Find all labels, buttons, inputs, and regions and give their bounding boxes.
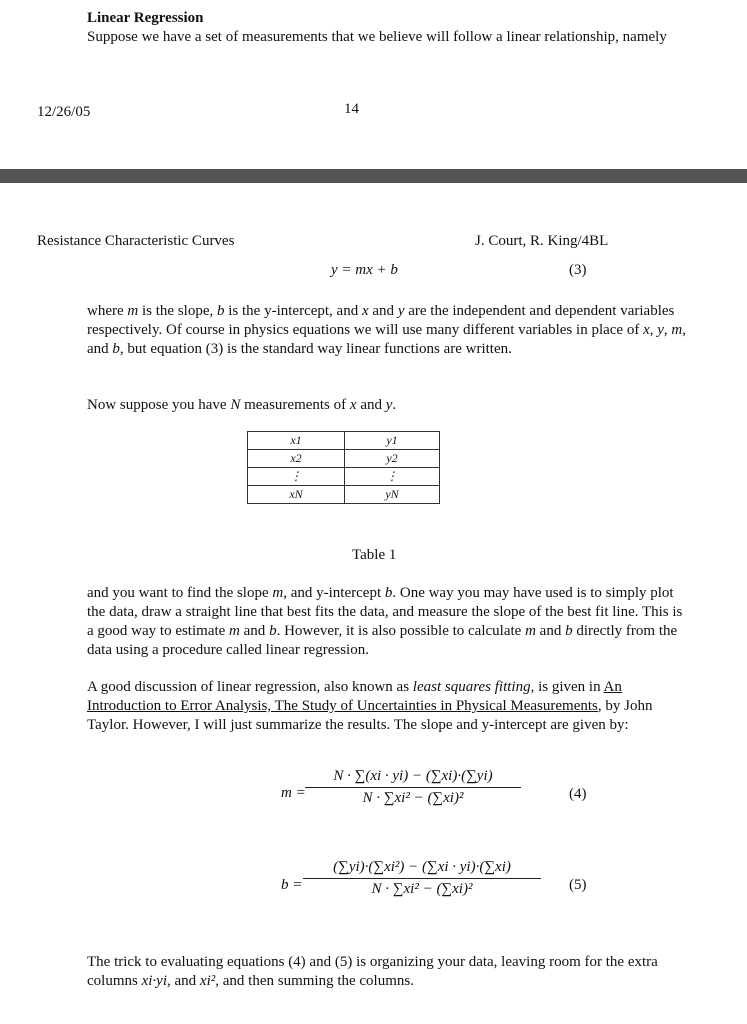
table-cell: x1 (248, 432, 345, 450)
measurement-table (247, 431, 440, 504)
table-row (248, 486, 440, 504)
equation-5-numerator: (∑yi)·(∑xi²) − (∑xi · yi)·(∑xi) (303, 859, 541, 879)
page-number: 14 (344, 101, 359, 117)
table-row (248, 450, 440, 468)
equation-3: y = mx + b (331, 262, 398, 278)
running-header-title: Resistance Characteristic Curves (37, 233, 235, 249)
paragraph-measurements: Now suppose you have N measurements of x and y. (87, 397, 397, 413)
equation-4-number: (4) (569, 786, 587, 802)
intro-paragraph: Suppose we have a set of measurements that we believe will follow a linear relationship, namely (87, 29, 667, 45)
equation-5-number: (5) (569, 877, 587, 893)
table-cell: yN (345, 486, 440, 504)
table-cell: ⋮ (345, 468, 440, 486)
table-cell: ⋮ (248, 468, 345, 486)
equation-4-numerator: N · ∑(xi · yi) − (∑xi)·(∑yi) (305, 768, 521, 788)
table-cell: y1 (345, 432, 440, 450)
book-reference-link[interactable]: An Introduction to Error Analysis, The Study of Uncertainties in Physical Measurements (87, 679, 622, 714)
table-row (248, 468, 440, 486)
page-divider (0, 169, 747, 183)
running-header-authors: J. Court, R. King/4BL (475, 233, 609, 249)
paragraph-slope-intercept: and you want to find the slope m, and y-intercept b. One way you may have used is to simply plot the data, draw a straight line that best fits the data, and measure the slope of the best fit line. This is a good way to estimate m and b. However, it is also possible to calculate m and b directly from the data using a procedure called linear regression. (87, 585, 683, 658)
table-cell: x2 (248, 450, 345, 468)
equation-5-denominator: N · ∑xi² − (∑xi)² (371, 881, 473, 897)
section-title: Linear Regression (87, 10, 204, 26)
equation-5-lhs: b = (281, 877, 303, 893)
equation-5 (303, 859, 541, 898)
equation-4-denominator: N · ∑xi² − (∑xi)² (362, 790, 464, 806)
paragraph-references: A good discussion of linear regression, also known as least squares fitting, is given in An Introduction to Error Analysis, The Study of Uncertainties in Physical Measurements, by John Taylor. However, I will just summarize the results. The slope and y-intercept are given by: (87, 679, 653, 733)
equation-4-lhs: m = (281, 785, 306, 801)
equation-4 (305, 768, 521, 807)
paragraph-variables: where m is the slope, b is the y-intercept, and x and y are the independent and dependent variables respectively. Of course in physics equations we will use many different variables in place of x, y, m, and b, but equation (3) is the standard way linear functions are written. (87, 303, 687, 357)
table-caption: Table 1 (352, 547, 397, 563)
paragraph-summing-columns: The trick to evaluating equations (4) and (5) is organizing your data, leaving room for the extra columns xi·yi, and xi², and then summing the columns. (87, 954, 658, 989)
emphasis-term: least squares fitting (412, 679, 531, 695)
table-row (248, 432, 440, 450)
table-cell: xN (248, 486, 345, 504)
table-cell: y2 (345, 450, 440, 468)
footer-date: 12/26/05 (37, 104, 91, 120)
equation-3-number: (3) (569, 262, 587, 278)
